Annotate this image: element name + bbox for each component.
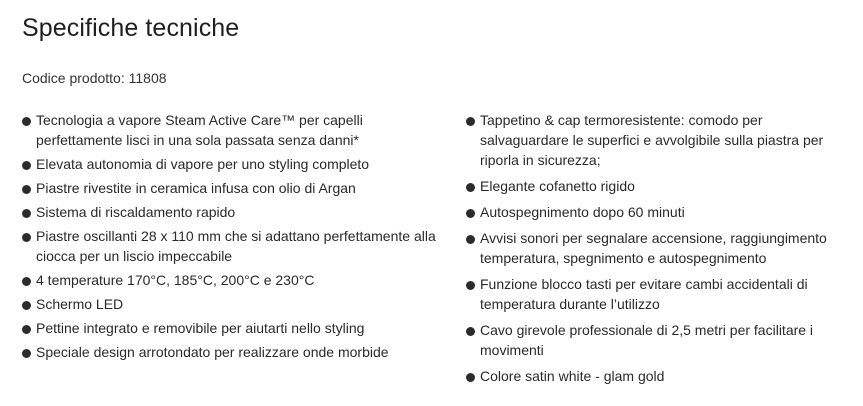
bullet-icon <box>22 117 31 126</box>
bullet-icon <box>466 183 475 192</box>
list-item-text: Speciale design arrotondato per realizzare onde morbide <box>36 344 389 360</box>
list-item <box>22 178 442 198</box>
list-item <box>466 202 846 222</box>
bullet-icon <box>466 281 475 290</box>
list-item-text: Colore satin white - glam gold <box>480 368 665 384</box>
list-item <box>22 318 442 338</box>
list-item-text: Sistema di riscaldamento rapido <box>36 204 236 220</box>
spec-list-left <box>22 110 442 366</box>
list-item-text: Pettine integrato e removibile per aiutarti nello styling <box>36 320 365 336</box>
list-item-text: 4 temperature 170°C, 185°C, 200°C e 230°C <box>36 272 315 288</box>
list-item <box>22 110 442 150</box>
list-item <box>22 270 442 290</box>
list-item-text: Schermo LED <box>36 296 124 312</box>
list-item-text: Piastre rivestite in ceramica infusa con olio di Argan <box>36 180 356 196</box>
bullet-icon <box>466 327 475 336</box>
bullet-icon <box>22 325 31 334</box>
spec-list-right <box>466 110 846 392</box>
page-title: Specifiche tecniche <box>22 14 240 42</box>
bullet-icon <box>22 349 31 358</box>
list-item-text: Avvisi sonori per segnalare accensione, raggiungimento temperatura, spegnimento e autospegnimento <box>480 230 827 266</box>
bullet-icon <box>22 185 31 194</box>
list-item-text: Tecnologia a vapore Steam Active Care™ per capelli perfettamente lisci in una sola passata senza danni* <box>36 112 363 148</box>
list-item <box>466 366 846 386</box>
list-item <box>466 110 846 170</box>
bullet-icon <box>22 209 31 218</box>
list-item <box>466 274 846 314</box>
list-item <box>22 226 442 266</box>
list-item-text: Autospegnimento dopo 60 minuti <box>480 204 685 220</box>
list-item <box>466 176 846 196</box>
bullet-icon <box>466 209 475 218</box>
list-item <box>22 154 442 174</box>
list-item-text: Funzione blocco tasti per evitare cambi accidentali di temperatura durante l’utilizzo <box>480 276 808 312</box>
list-item <box>22 294 442 314</box>
list-item-text: Elegante cofanetto rigido <box>480 178 635 194</box>
list-item <box>22 202 442 222</box>
list-item-text: Elevata autonomia di vapore per uno styling completo <box>36 156 370 172</box>
bullet-icon <box>22 277 31 286</box>
bullet-icon <box>22 161 31 170</box>
product-code: Codice prodotto: 11808 <box>22 70 167 86</box>
list-item-text: Tappetino & cap termoresistente: comodo per salvaguardare le superfici e avvolgibile sulla piastra per riporla in sicurezza; <box>480 112 824 168</box>
list-item <box>466 228 846 268</box>
list-item-text: Cavo girevole professionale di 2,5 metri per facilitare i movimenti <box>480 322 814 358</box>
list-item <box>466 320 846 360</box>
list-item <box>22 342 442 362</box>
bullet-icon <box>466 117 475 126</box>
bullet-icon <box>466 373 475 382</box>
bullet-icon <box>466 235 475 244</box>
list-item-text: Piastre oscillanti 28 x 110 mm che si adattano perfettamente alla ciocca per un liscio impeccabile <box>36 228 436 264</box>
bullet-icon <box>22 301 31 310</box>
bullet-icon <box>22 233 31 242</box>
